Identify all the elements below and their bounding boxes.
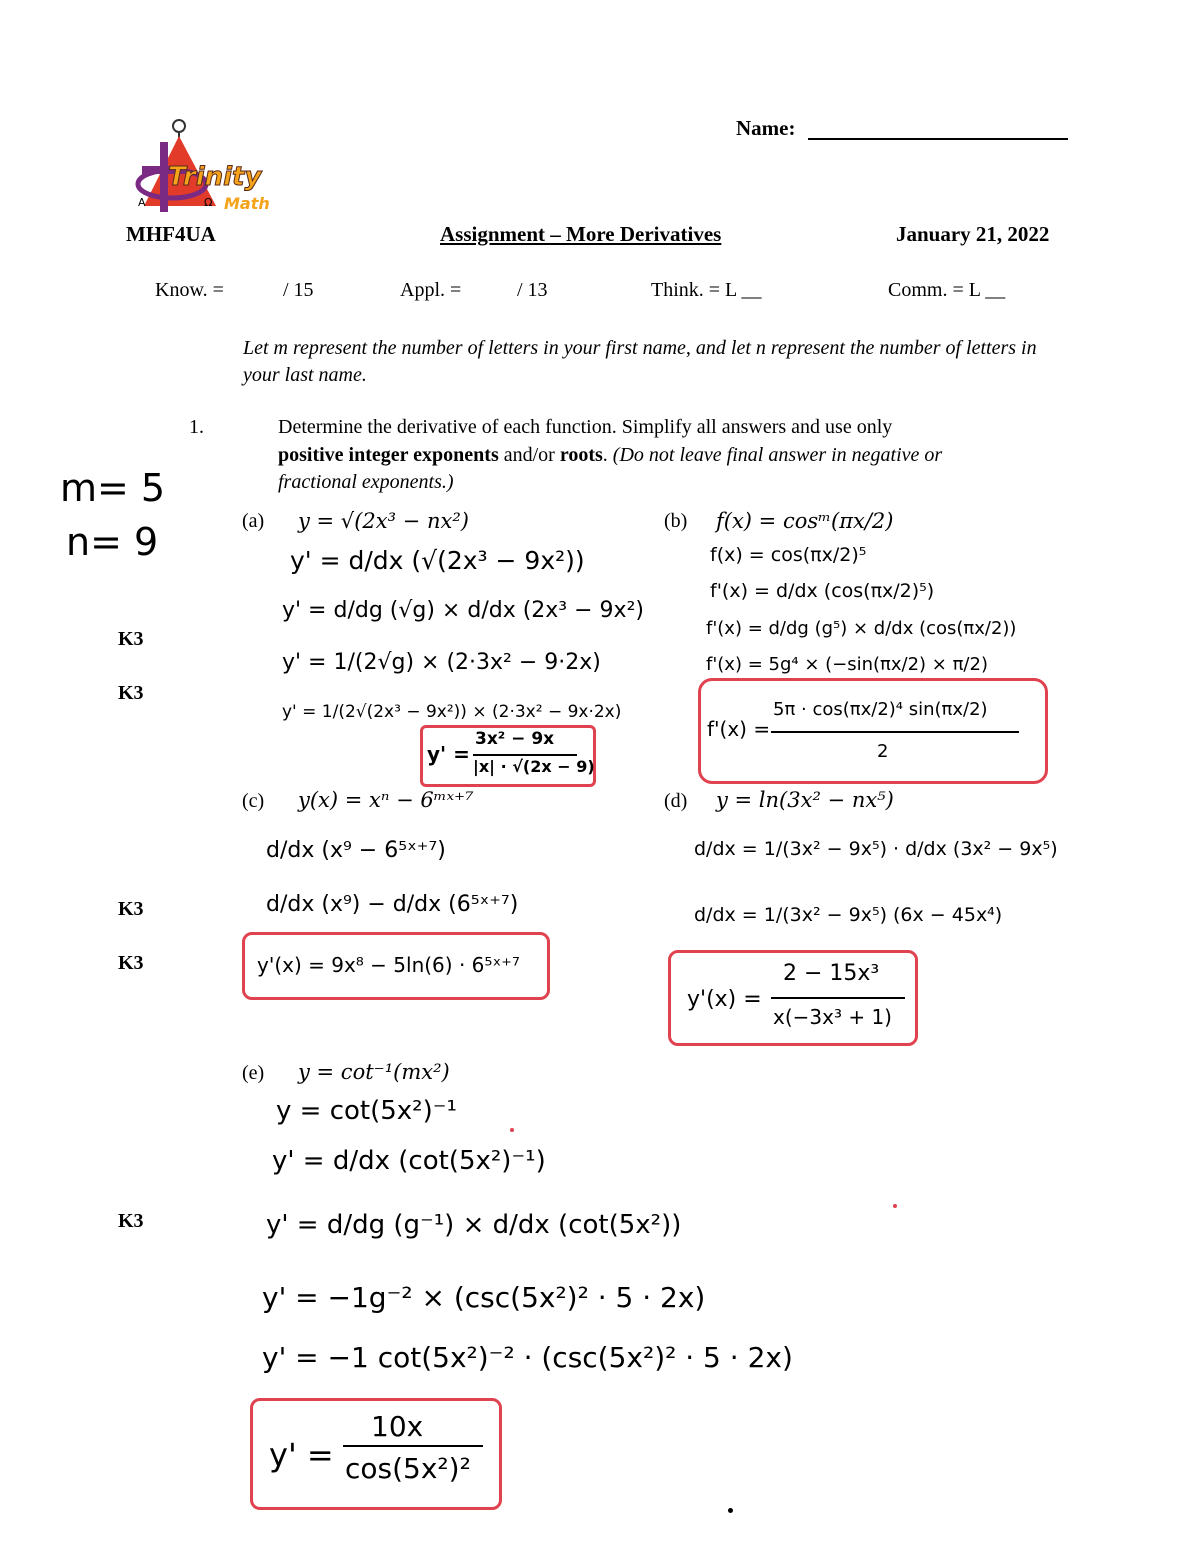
part-a-work-1: y' = d/dx (√(2x³ − 9x²))	[290, 546, 585, 575]
part-e-answer-box	[250, 1398, 502, 1510]
fraction-bar	[343, 1445, 483, 1447]
part-c-answer: y'(x) = 9x⁸ − 5ln(6) · 6⁵ˣ⁺⁷	[257, 953, 520, 977]
emph-positive-integer: positive integer exponents	[278, 444, 499, 466]
question-number: 1.	[189, 416, 204, 438]
part-e-work-1: y = cot(5x²)⁻¹	[276, 1096, 457, 1126]
part-d-given: y = ln(3x² − nx⁵)	[716, 788, 894, 812]
logo-text-math: Math	[224, 194, 270, 213]
question-text-line1: Determine the derivative of each function. Simplify all answers and use only	[278, 416, 893, 438]
handwritten-m-value: m= 5	[60, 466, 166, 510]
part-b-answer-num: 5π · cos(πx/2)⁴ sin(πx/2)	[773, 699, 988, 720]
fraction-bar	[771, 997, 905, 999]
part-d-label: (d)	[664, 790, 688, 812]
appl-total: / 13	[517, 279, 548, 301]
k-mark: K3	[118, 1210, 144, 1232]
appl-label: Appl. =	[400, 279, 462, 301]
part-e-answer-lhs: y' =	[269, 1436, 334, 1474]
part-e-work-5: y' = −1 cot(5x²)⁻² · (csc(5x²)² · 5 · 2x)	[262, 1341, 793, 1374]
part-b-given: f(x) = cosᵐ(πx/2)	[716, 509, 894, 533]
part-e-answer-num: 10x	[371, 1410, 424, 1443]
part-c-work-2: d/dx (x⁹) − d/dx (6⁵ˣ⁺⁷)	[266, 892, 519, 917]
comm-label: Comm. = L __	[888, 279, 1006, 301]
part-a-given: y = √(2x³ − nx²)	[298, 509, 469, 533]
fraction-bar	[473, 754, 577, 756]
part-a-work-3: y' = 1/(2√g) × (2·3x² − 9·2x)	[282, 650, 601, 675]
part-d-answer-den: x(−3x³ + 1)	[773, 1005, 892, 1029]
fraction-bar	[771, 731, 1019, 733]
part-c-work-1: d/dx (x⁹ − 6⁵ˣ⁺⁷)	[266, 838, 446, 863]
logo-text-trinity: Trinity	[168, 162, 262, 192]
school-logo	[126, 114, 286, 218]
part-e-work-4: y' = −1g⁻² × (csc(5x²)² · 5 · 2x)	[262, 1281, 706, 1314]
part-a-answer-den: |x| · √(2x − 9)	[473, 757, 595, 776]
part-a-answer-num: 3x² − 9x	[475, 729, 555, 749]
part-b-answer-den: 2	[877, 741, 889, 762]
part-a-answer-lhs: y' =	[427, 742, 470, 766]
k-mark: K3	[118, 628, 144, 650]
part-a-answer-box	[420, 725, 596, 787]
part-a-label: (a)	[242, 510, 265, 532]
part-d-answer-box	[668, 950, 918, 1046]
course-code: MHF4UA	[126, 222, 216, 246]
assignment-date: January 21, 2022	[896, 222, 1050, 246]
part-e-work-2: y' = d/dx (cot(5x²)⁻¹)	[272, 1146, 546, 1176]
part-b-label: (b)	[664, 510, 688, 532]
emph-roots: roots	[559, 444, 603, 466]
know-total: / 15	[283, 279, 314, 301]
k-mark: K3	[118, 682, 144, 704]
part-c-answer-box	[242, 932, 550, 1000]
stray-dot	[893, 1204, 897, 1208]
part-b-work-1: f(x) = cos(πx/2)⁵	[710, 544, 867, 566]
logo-omega: Ω	[204, 196, 213, 209]
part-a-work-4: y' = 1/(2√(2x³ − 9x²)) × (2·3x² − 9x·2x)	[282, 702, 622, 722]
q-note: (Do not leave final answer in negative or	[607, 444, 943, 466]
k-mark: K3	[118, 952, 144, 974]
handwritten-n-value: n= 9	[66, 520, 159, 564]
part-b-work-4: f'(x) = 5g⁴ × (−sin(πx/2) × π/2)	[706, 654, 988, 675]
page-title: Assignment – More Derivatives	[440, 222, 722, 246]
q-and-or: and/or	[498, 444, 560, 466]
part-b-answer-lhs: f'(x) =	[707, 717, 771, 741]
part-b-answer-box	[698, 678, 1048, 784]
part-d-answer-lhs: y'(x) =	[687, 987, 762, 1012]
part-d-work-2: d/dx = 1/(3x² − 9x⁵) (6x − 45x⁴)	[694, 904, 1003, 926]
part-c-given: y(x) = xⁿ − 6ᵐˣ⁺⁷	[298, 788, 474, 812]
part-e-label: (e)	[242, 1062, 265, 1084]
stray-dot	[510, 1128, 514, 1132]
instructions: Let m represent the number of letters in your first name, and let n represent the number of letters in your last name.	[243, 337, 1037, 386]
question-text-line3: fractional exponents.)	[278, 471, 454, 493]
part-d-answer-num: 2 − 15x³	[783, 961, 880, 986]
name-label: Name:	[736, 116, 796, 140]
part-e-work-3: y' = d/dg (g⁻¹) × d/dx (cot(5x²))	[266, 1210, 682, 1240]
think-label: Think. = L __	[651, 279, 762, 301]
part-c-label: (c)	[242, 790, 265, 812]
part-a-work-2: y' = d/dg (√g) × d/dx (2x³ − 9x²)	[282, 598, 644, 623]
stray-dot	[728, 1508, 733, 1513]
name-field[interactable]	[808, 138, 1068, 140]
question-text-line2	[278, 444, 942, 467]
k-mark: K3	[118, 898, 144, 920]
logo-alpha: A	[138, 196, 146, 209]
q-period: .	[602, 444, 608, 466]
part-b-work-3: f'(x) = d/dg (g⁵) × d/dx (cos(πx/2))	[706, 618, 1017, 639]
part-e-answer-den: cos(5x²)²	[345, 1452, 471, 1485]
know-label: Know. =	[155, 279, 224, 301]
part-d-work-1: d/dx = 1/(3x² − 9x⁵) · d/dx (3x² − 9x⁵)	[694, 838, 1058, 860]
part-e-given: y = cot⁻¹(mx²)	[298, 1060, 450, 1084]
part-b-work-2: f'(x) = d/dx (cos(πx/2)⁵)	[710, 580, 935, 602]
